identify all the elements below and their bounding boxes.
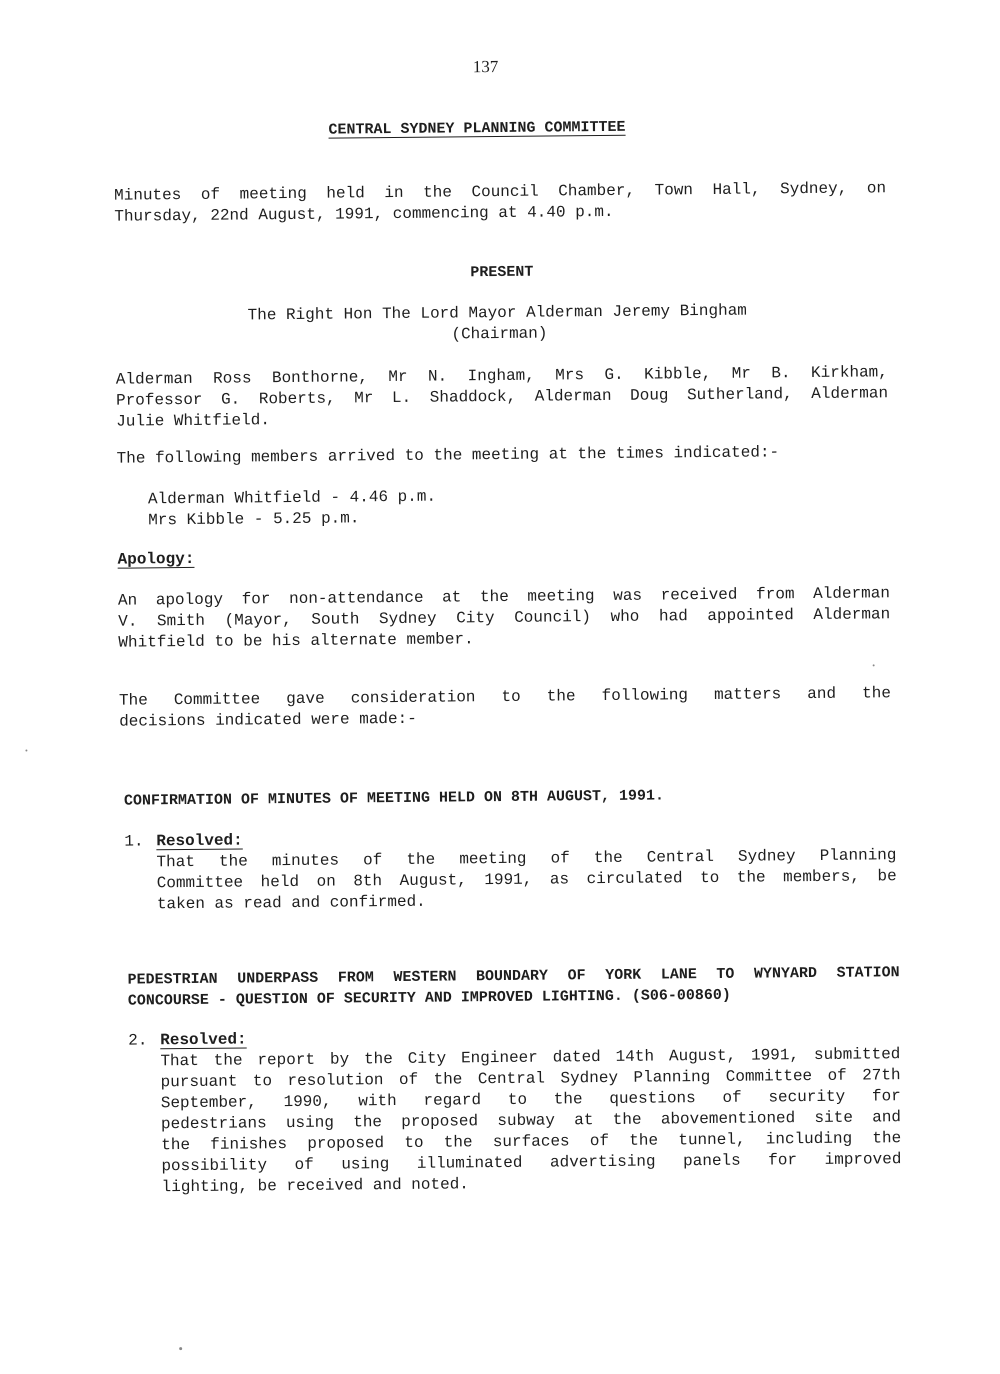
apology-label: [117, 549, 194, 571]
item1-number: 1.: [124, 832, 144, 851]
intro-line: Minutes of meeting held in the Council Chamber, Town Hall, Sydney, on: [114, 179, 887, 205]
item2-resolved-label: [160, 1029, 247, 1051]
resolved-label-text: Resolved:: [160, 1030, 247, 1050]
arrivals-list: [148, 487, 436, 532]
resolution-line: possibility of using illuminated advertising panels for improved: [161, 1150, 902, 1176]
resolution-line: pedestrians using the proposed subway at the abovementioned site and: [160, 1108, 902, 1134]
scan-speck: [873, 664, 875, 666]
arrivals-intro: The following members arrived to the meeting at the times indicated:-: [116, 443, 780, 468]
item2-heading-line: CONCOURSE - QUESTION OF SECURITY AND IMPROVED LIGHTING. (S06-00860): [127, 986, 731, 1010]
resolution-line: the finishes proposed to the surfaces of the tunnel, including the: [161, 1129, 902, 1155]
scan-speck: [179, 1347, 182, 1350]
intro-paragraph: [114, 178, 886, 227]
resolution-line: That the report by the City Engineer dated 14th August, 1991, submitted: [160, 1045, 901, 1071]
resolved-label-text: Resolved:: [156, 831, 243, 851]
item2-heading: [128, 962, 900, 1011]
resolution-line: lighting, be received and noted.: [161, 1175, 469, 1197]
item1-resolved-label: [156, 830, 243, 852]
intro-line: Thursday, 22nd August, 1991, commencing at 4.40 p.m.: [114, 202, 614, 226]
resolution-line: That the minutes of the meeting of the Central Sydney Planning: [156, 846, 897, 872]
item1-heading: CONFIRMATION OF MINUTES OF MEETING HELD ON 8TH AUGUST, 1991.: [123, 787, 665, 810]
consideration-paragraph: [119, 683, 891, 732]
document-title: CENTRAL SYDNEY PLANNING COMMITTEE: [328, 118, 626, 139]
members-paragraph: [116, 362, 889, 432]
resolution-line: Committee held on 8th August, 1991, as circulated to the members, be: [156, 867, 897, 893]
resolution-line: September, 1990, with regard to the questions of security for: [160, 1087, 901, 1113]
chairman-role: (Chairman): [451, 324, 548, 344]
members-line: Alderman Ross Bonthorne, Mr N. Ingham, Mrs G. Kibble, Mr B. Kirkham,: [115, 363, 888, 389]
item2-resolution: [160, 1044, 901, 1198]
scan-speck: [25, 750, 27, 752]
item2-heading-line: PEDESTRIAN UNDERPASS FROM WESTERN BOUNDARY OF YORK LANE TO WYNYARD STATION: [127, 964, 900, 989]
apology-line: An apology for non-attendance at the meeting was received from Alderman: [117, 584, 891, 610]
consideration-line: decisions indicated were made:-: [119, 709, 417, 731]
apology-paragraph: [118, 583, 891, 653]
members-line: Julie Whitfield.: [116, 411, 270, 431]
members-line: Professor G. Roberts, Mr L. Shaddock, Alderman Doug Sutherland, Alderman: [115, 384, 889, 410]
arrival-item: Alderman Whitfield - 4.46 p.m.: [147, 487, 437, 509]
apology-line: Whitfield to be his alternate member.: [118, 630, 474, 652]
apology-line: V. Smith (Mayor, South Sydney City Council) who had appointed Alderman: [118, 605, 891, 631]
arrival-item: Mrs Kibble - 5.25 p.m.: [148, 509, 360, 530]
resolution-line: pursuant to resolution of the Central Sydney Planning Committee of 27th: [160, 1066, 901, 1092]
present-heading: PRESENT: [470, 263, 534, 282]
chairman-line: The Right Hon The Lord Mayor Alderman Jeremy Bingham: [247, 301, 747, 325]
page-number: 137: [472, 56, 499, 77]
apology-label-text: Apology:: [117, 549, 195, 569]
item1-resolution: [156, 845, 897, 915]
item2-number: 2.: [128, 1031, 148, 1050]
consideration-line: The Committee gave consideration to the following matters and the: [118, 684, 891, 710]
resolution-line: taken as read and confirmed.: [156, 892, 426, 914]
